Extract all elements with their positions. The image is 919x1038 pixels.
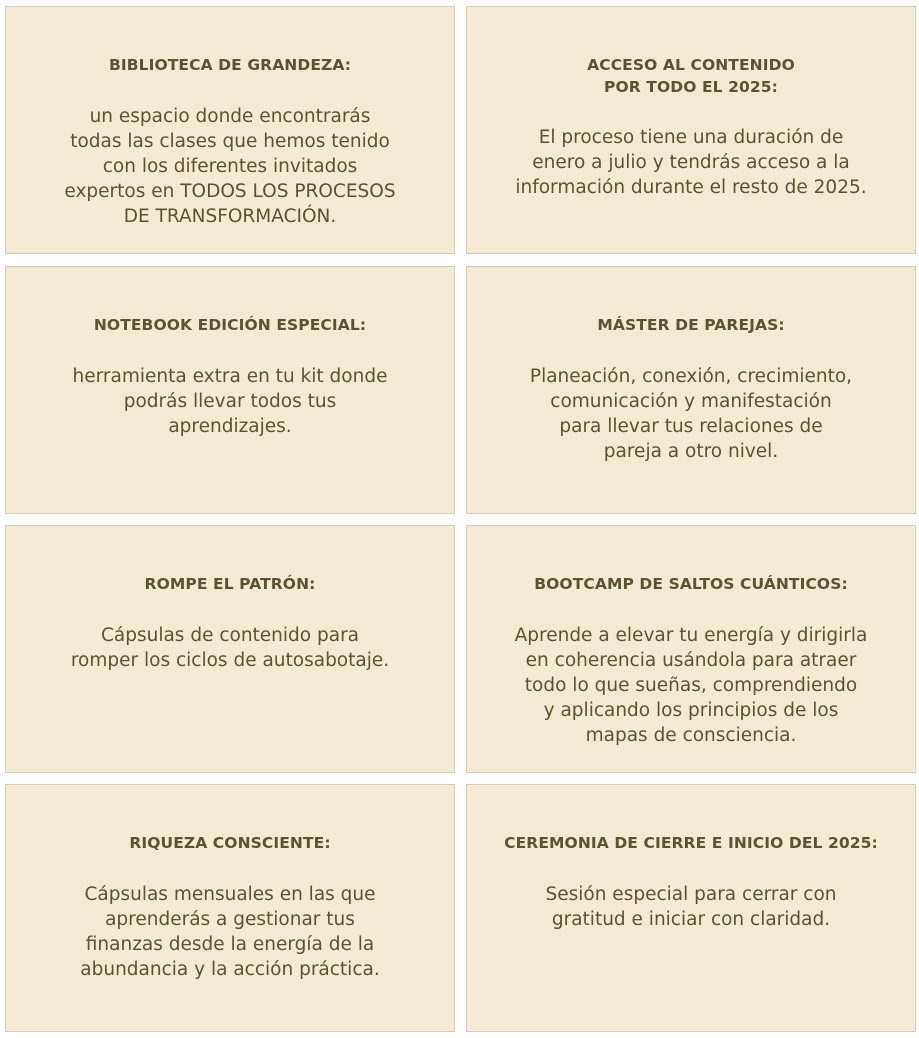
card-description: Cápsulas de contenido para romper los ciclos de autosabotaje. [70,625,390,671]
card-description: Planeación, conexión, crecimiento, comunicación y manifestación para llevar tus relaciones de pareja a otro nivel. [529,366,853,462]
card-title: ROMPE EL PATRÓN: [144,575,316,593]
card-title: BIBLIOTECA DE GRANDEZA: [108,56,352,74]
card-description: Sesión especial para cerrar con gratitud e iniciar con claridad. [545,884,837,930]
card-acceso-al-contenido [466,6,916,254]
card-rompe-el-patron [5,525,455,773]
card-title: BOOTCAMP DE SALTOS CUÁNTICOS: [534,575,848,593]
card-description: herramienta extra en tu kit donde podrás llevar todos tus aprendizajes. [72,366,388,437]
card-description: El proceso tiene una duración de enero a julio y tendrás acceso a la información durante el resto de 2025. [515,127,867,198]
card-description: un espacio donde encontrarás todas las clases que hemos tenido con los diferentes invitados expertos en TODOS LOS PROCESOS DE TRANSFORMACIÓN. [64,106,396,227]
card-title: CEREMONIA DE CIERRE E INICIO DEL 2025: [504,834,878,852]
card-title: NOTEBOOK EDICIÓN ESPECIAL: [93,316,367,334]
card-master-de-parejas [466,266,916,514]
card-notebook-edicion-especial [5,266,455,514]
card-bootcamp-de-saltos-cuanticos [466,525,916,773]
card-ceremonia-de-cierre [466,784,916,1032]
card-title: MÁSTER DE PAREJAS: [597,316,785,334]
card-biblioteca-de-grandeza [5,6,455,254]
card-description: Aprende a elevar tu energía y dirigirla en coherencia usándola para atraer todo lo que sueñas, comprendiendo y aplicando los principios de los mapas de consciencia. [514,625,868,746]
card-title: ACCESO AL CONTENIDO POR TODO EL 2025: [587,56,795,96]
card-riqueza-consciente [5,784,455,1032]
card-description: Cápsulas mensuales en las que aprenderás a gestionar tus finanzas desde la energía de la abundancia y la acción práctica. [80,884,380,980]
card-title: RIQUEZA CONSCIENTE: [129,834,331,852]
